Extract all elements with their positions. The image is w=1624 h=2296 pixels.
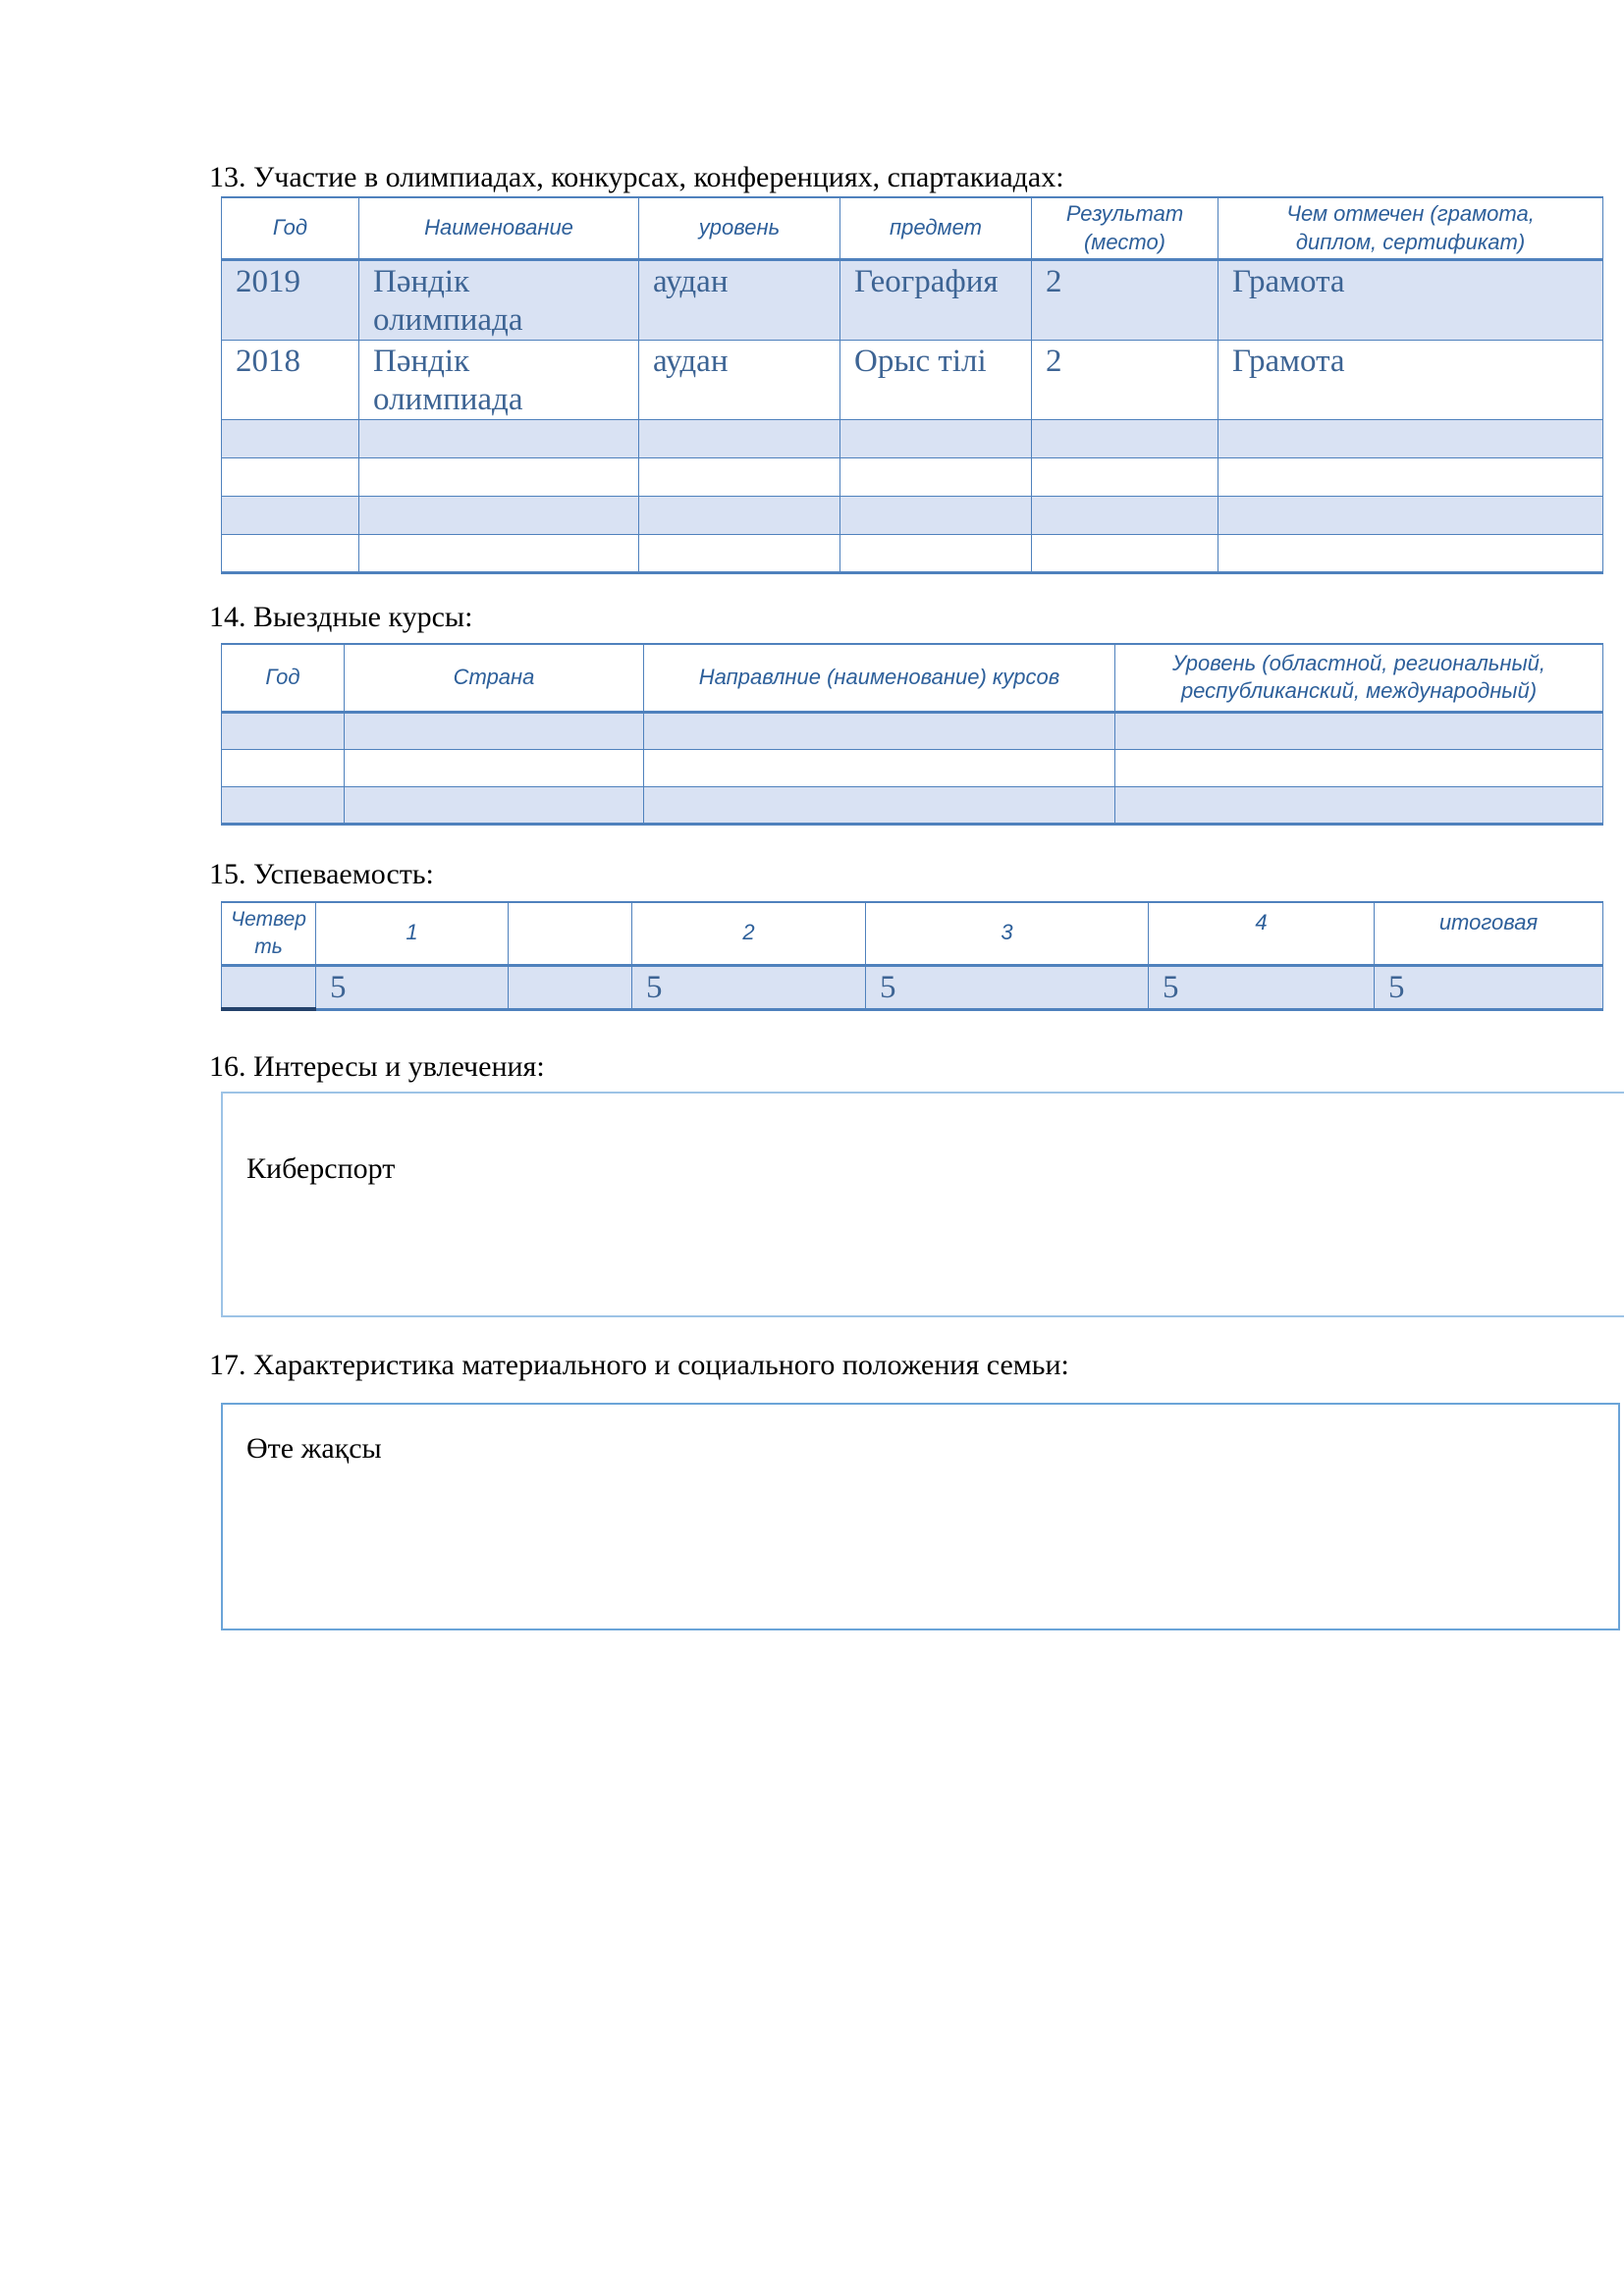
cell-year: 2018: [222, 341, 359, 420]
cell: [222, 712, 345, 749]
cell: [840, 496, 1032, 534]
cell: [222, 786, 345, 824]
cell-award: Грамота: [1218, 260, 1603, 341]
cell: [359, 534, 639, 572]
cell-grade-q4: 5: [1149, 965, 1375, 1009]
courses-table: [221, 643, 1603, 826]
cell-grade-q2: 5: [632, 965, 866, 1009]
section-15-heading: 15. Успеваемость:: [209, 858, 434, 890]
cell: [222, 457, 359, 496]
cell: [1032, 496, 1218, 534]
cell: [639, 534, 840, 572]
cell: [222, 965, 316, 1009]
cell-name: Пәндік олимпиада: [359, 341, 639, 420]
cell-name: Пәндік олимпиада: [359, 260, 639, 341]
cell: [1115, 712, 1603, 749]
grades-header-row: [222, 902, 1603, 965]
cell-grade-q3: 5: [866, 965, 1149, 1009]
table-row: [222, 749, 1603, 786]
header-cell-subject: предмет: [840, 197, 1032, 260]
header-cell-award: Чем отмечен (грамота, диплом, сертификат): [1218, 197, 1603, 260]
table-row: [222, 534, 1603, 572]
cell: [840, 419, 1032, 457]
cell-subject: География: [840, 260, 1032, 341]
table-row: [222, 457, 1603, 496]
header-cell-year: Год: [222, 644, 345, 712]
header-cell-q1: 1: [316, 902, 509, 965]
table-row: [222, 786, 1603, 824]
cell: [639, 496, 840, 534]
grades-value-row: [222, 965, 1603, 1009]
header-cell-direction: Направлние (наименование) курсов: [644, 644, 1115, 712]
table-row: [222, 341, 1603, 420]
header-cell-level: Уровень (областной, региональный, республиканский, международный): [1115, 644, 1603, 712]
cell: [345, 749, 644, 786]
cell: [840, 534, 1032, 572]
grades-table: [221, 901, 1603, 1011]
cell: [1218, 419, 1603, 457]
cell: [222, 496, 359, 534]
family-text: Өте жақсы: [246, 1432, 382, 1465]
cell: [222, 749, 345, 786]
cell: [1115, 749, 1603, 786]
cell-level: аудан: [639, 341, 840, 420]
family-box: [221, 1403, 1620, 1630]
cell: [222, 419, 359, 457]
header-cell-q4: 4: [1149, 902, 1375, 965]
cell: [1115, 786, 1603, 824]
cell: [345, 786, 644, 824]
section-16-heading: 16. Интересы и увлечения:: [209, 1050, 545, 1083]
cell: [639, 419, 840, 457]
cell: [639, 457, 840, 496]
cell: [1032, 457, 1218, 496]
table-row: [222, 712, 1603, 749]
section-13-heading: 13. Участие в олимпиадах, конкурсах, конференциях, спартакиадах:: [209, 161, 1064, 193]
cell: [222, 534, 359, 572]
cell-grade-q1: 5: [316, 965, 509, 1009]
header-cell-q3: 3: [866, 902, 1149, 965]
cell: [644, 786, 1115, 824]
table-row: [222, 496, 1603, 534]
cell-level: аудан: [639, 260, 840, 341]
header-cell-name: Наименование: [359, 197, 639, 260]
olympiads-table: [221, 196, 1603, 574]
courses-header-row: [222, 644, 1603, 712]
cell: [359, 419, 639, 457]
cell-result: 2: [1032, 260, 1218, 341]
cell: [345, 712, 644, 749]
header-cell-year: Год: [222, 197, 359, 260]
cell: [644, 712, 1115, 749]
header-cell-final: итоговая: [1375, 902, 1603, 965]
cell-grade-final: 5: [1375, 965, 1603, 1009]
cell: [1218, 457, 1603, 496]
interests-text: Киберспорт: [246, 1152, 396, 1185]
header-cell-quarter: Четверть: [222, 902, 316, 965]
header-cell-q2: 2: [632, 902, 866, 965]
cell: [1032, 534, 1218, 572]
cell-year: 2019: [222, 260, 359, 341]
table-row: [222, 260, 1603, 341]
header-cell-blank: [509, 902, 632, 965]
cell-award: Грамота: [1218, 341, 1603, 420]
interests-box: [221, 1092, 1624, 1317]
header-cell-country: Страна: [345, 644, 644, 712]
cell: [509, 965, 632, 1009]
cell: [1032, 419, 1218, 457]
cell: [644, 749, 1115, 786]
cell: [359, 457, 639, 496]
cell: [840, 457, 1032, 496]
header-cell-level: уровень: [639, 197, 840, 260]
cell-subject: Орыс тілі: [840, 341, 1032, 420]
section-17-heading: 17. Характеристика материального и социального положения семьи:: [209, 1349, 1069, 1381]
olympiads-header-row: [222, 197, 1603, 260]
section-14-heading: 14. Выездные курсы:: [209, 601, 473, 633]
cell: [1218, 534, 1603, 572]
table-row: [222, 419, 1603, 457]
cell-result: 2: [1032, 341, 1218, 420]
cell: [1218, 496, 1603, 534]
cell: [359, 496, 639, 534]
header-cell-result: Результат (место): [1032, 197, 1218, 260]
